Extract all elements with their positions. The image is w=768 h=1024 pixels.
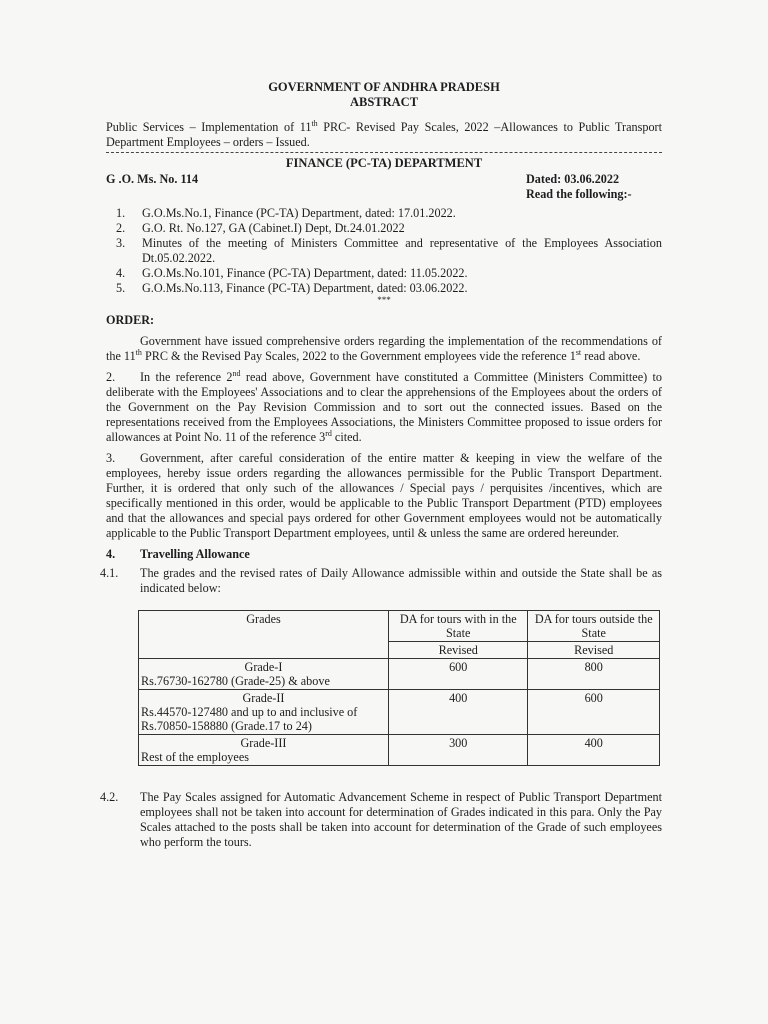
para42-text: The Pay Scales assigned for Automatic Advancement Scheme in respect of Public Transport Department employees shall not be taken into account for determination of Grades indicated in this para. Only the Pay Scales attached to the posts shall be taken into account for determination of the Grade of such employees who perform the tours.	[140, 790, 662, 849]
grade-cell	[139, 735, 389, 766]
government-heading: GOVERNMENT OF ANDHRA PRADESH	[268, 80, 500, 94]
go-number: G .O. Ms. No. 114	[106, 172, 199, 186]
department-heading: FINANCE (PC-TA) DEPARTMENT	[285, 156, 483, 170]
grade-cell	[139, 690, 389, 735]
subheader-revised-outside: Revised	[528, 642, 660, 659]
table-row	[139, 690, 660, 735]
outside-state-value: 400	[528, 735, 660, 766]
order-paragraph-2	[106, 370, 662, 445]
para1-text-c: read above.	[581, 349, 641, 363]
para2-text-a: In the reference 2	[140, 370, 233, 384]
reference-text: G.O.Ms.No.113, Finance (PC-TA) Department, dated: 03.06.2022.	[142, 281, 468, 295]
reference-number: 2.	[116, 221, 126, 235]
go-date-block	[526, 172, 632, 202]
reference-item	[106, 266, 662, 281]
para2-sup-1: nd	[232, 368, 241, 378]
order-paragraph-1	[106, 334, 662, 364]
header-grades: Grades	[139, 611, 389, 659]
section4-number: 4.	[106, 547, 116, 561]
reference-number: 1.	[116, 206, 126, 220]
go-row	[106, 172, 662, 202]
paragraph-4-1	[100, 566, 662, 596]
grade-name: Grade-III	[240, 736, 287, 750]
order-paragraph-3	[106, 451, 662, 541]
order-heading: ORDER:	[106, 313, 155, 327]
within-state-value: 400	[388, 690, 527, 735]
table-row	[139, 659, 660, 690]
para3-number: 3.	[106, 451, 116, 465]
paragraph-4-2	[100, 790, 662, 850]
within-state-value: 600	[388, 659, 527, 690]
reference-item	[106, 281, 662, 296]
reference-text: G.O. Rt. No.127, GA (Cabinet.I) Dept, Dt.24.01.2022	[142, 221, 405, 235]
para1-sup-2: st	[575, 347, 582, 357]
para1-text-b: PRC & the Revised Pay Scales, 2022 to the Government employees vide the reference 1	[141, 349, 576, 363]
subheader-revised-within: Revised	[388, 642, 527, 659]
da-rates-table	[138, 610, 660, 766]
table-row	[139, 735, 660, 766]
go-date: Dated: 03.06.2022	[526, 172, 620, 186]
para41-text: The grades and the revised rates of Daily Allowance admissible within and outside the State shall be as indicated below:	[140, 566, 662, 595]
subject-line	[106, 120, 662, 150]
para2-text-c: cited.	[331, 430, 362, 444]
grade-description: Rs.76730-162780 (Grade-25) & above	[141, 674, 330, 688]
header-outside-state: DA for tours outside the State	[528, 611, 660, 642]
para3-text: Government, after careful consideration of the entire matter & keeping in view the welfare of the employees, hereby issue orders regarding the allowances permissible for the Public Transport Department. Further, it is ordered that only such of the allowances / Special pays / perquisites /incentives, which are specifically mentioned in this order, would be applicable to the Public Transport Department (PTD) employees and that the allowances and special pays ordered for other Government employees would not be automatically applicable to the Public Transport Department employees, until & unless the same are ordered hereunder.	[106, 451, 662, 540]
reference-item	[106, 236, 662, 266]
grade-description: Rest of the employees	[141, 750, 249, 764]
para42-number: 4.2.	[100, 790, 119, 804]
separator-stars: ***	[377, 295, 391, 305]
grade-description: Rs.44570-127480 and up to and inclusive of Rs.70850-158880 (Grade.17 to 24)	[141, 705, 358, 733]
para2-number: 2.	[106, 370, 116, 384]
reference-text: G.O.Ms.No.1, Finance (PC-TA) Department, dated: 17.01.2022.	[142, 206, 456, 220]
subject-sup: th	[311, 118, 318, 128]
section4-title: Travelling Allowance	[140, 547, 250, 561]
reference-text: G.O.Ms.No.101, Finance (PC-TA) Department, dated: 11.05.2022.	[142, 266, 468, 280]
reference-number: 5.	[116, 281, 126, 295]
section-4-heading	[106, 547, 662, 562]
grade-name: Grade-I	[244, 660, 283, 674]
para2-text-b: read above, Government have constituted a Committee (Ministers Committee) to deliberate with the Employees' Associations and to clear the apprehensions of the Employees about the orders of the Government on the Pay Revision Commission and to sort out the connected issues. Based on the representations received from the Employees Associations, the Ministers Committee proposed to issue orders for allowances at Point No. 11 of the reference 3	[106, 370, 662, 444]
reference-item	[106, 221, 662, 236]
document-body	[100, 80, 662, 850]
outside-state-value: 600	[528, 690, 660, 735]
para1-text-a: Government have issued comprehensive orders regarding the implementation of the recommendations of the 11	[106, 334, 662, 363]
reference-number: 3.	[116, 236, 126, 250]
subject-text-b: PRC- Revised Pay Scales, 2022 –Allowances to Public Transport Department Employees – orders – Issued.	[106, 120, 662, 149]
separator-dashed	[106, 152, 662, 153]
read-following: Read the following:-	[526, 187, 632, 201]
grade-name: Grade-II	[242, 691, 285, 705]
within-state-value: 300	[388, 735, 527, 766]
para1-sup-1: th	[135, 347, 142, 357]
header-within-state: DA for tours with in the State	[388, 611, 527, 642]
reference-number: 4.	[116, 266, 126, 280]
table-header-row	[139, 611, 660, 642]
outside-state-value: 800	[528, 659, 660, 690]
grade-cell	[139, 659, 389, 690]
subject-text-a: Public Services – Implementation of 11	[106, 120, 312, 134]
reference-list	[106, 206, 662, 296]
abstract-heading: ABSTRACT	[349, 95, 419, 109]
reference-item	[106, 206, 662, 221]
para2-sup-2: rd	[325, 428, 332, 438]
para41-number: 4.1.	[100, 566, 119, 580]
reference-text: Minutes of the meeting of Ministers Committee and representative of the Employees Association Dt.05.02.2022.	[142, 236, 662, 265]
